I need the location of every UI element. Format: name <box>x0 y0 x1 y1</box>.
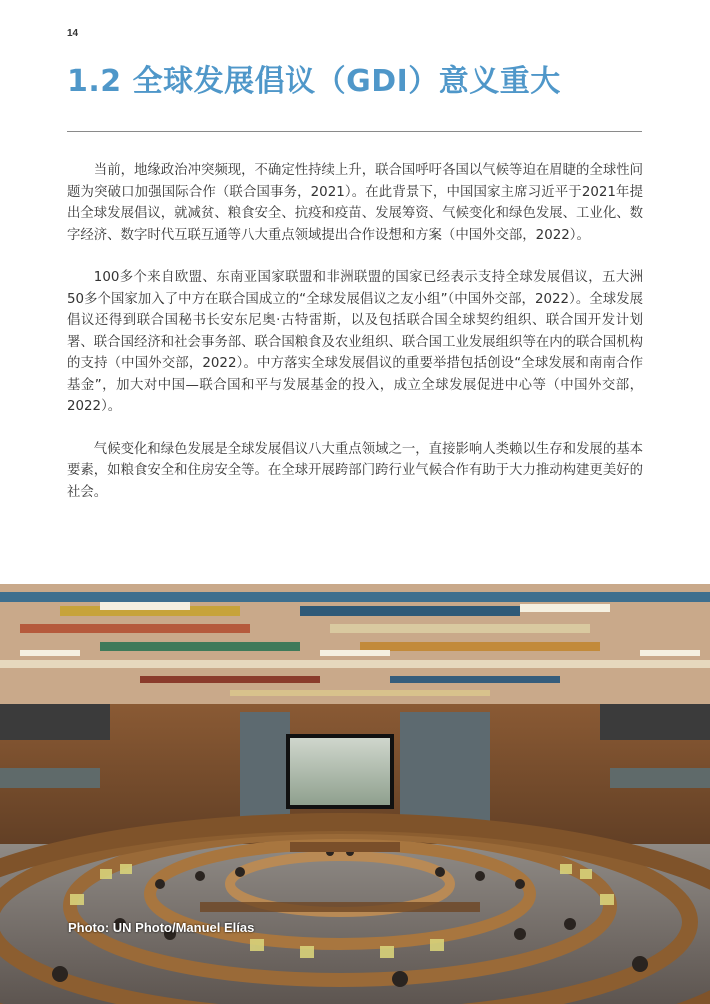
paragraph-1: 当前，地缘政治冲突频现，不确定性持续上升，联合国呼吁各国以气候等迫在眉睫的全球性问题为突破口加强国际合作（联合国事务，2021）。在此背景下，中国国家主席习近平于2021年提出全球发展倡议，就减贫、粮食安全、抗疫和疫苗、发展筹资、气候变化和绿色发展、工业化、数字经济、数字时代互联互通等八大重点领域提出合作设想和方案（中国外交部，2022）。 <box>67 163 643 243</box>
title-divider <box>67 131 642 132</box>
paragraph-2: 100多个来自欧盟、东南亚国家联盟和非洲联盟的国家已经表示支持全球发展倡议，五大洲50多个国家加入了中方在联合国成立的“全球发展倡议之友小组”（中国外交部，2022）。全球发展倡议还得到联合国秘书长安东尼奥·古特雷斯，以及包括联合国全球契约组织、联合国开发计划署、联合国经济和社会事务部、联合国粮食及农业组织、联合国工业发展组织等在内的联合国机构的支持（中国外交部，2022）。中方落实全球发展倡议的重要举措包括创设“全球发展和南南合作基金”，加大对中国—联合国和平与发展基金的投入，成立全球发展促进中心等（中国外交部，2022）。 <box>67 270 643 414</box>
section-title: 1.2 全球发展倡议（GDI）意义重大 <box>67 64 561 99</box>
body-text <box>67 160 643 524</box>
page-number: 14 <box>67 28 79 39</box>
conference-hall-photo <box>0 584 710 1004</box>
paragraph-3: 气候变化和绿色发展是全球发展倡议八大重点领域之一，直接影响人类赖以生存和发展的基本要素，如粮食安全和住房安全等。在全球开展跨部门跨行业气候合作有助于大力推动构建更美好的社会。 <box>67 441 643 500</box>
photo-credit: Photo: UN Photo/Manuel Elías <box>68 920 255 935</box>
conference-hall-illustration <box>0 584 710 1004</box>
